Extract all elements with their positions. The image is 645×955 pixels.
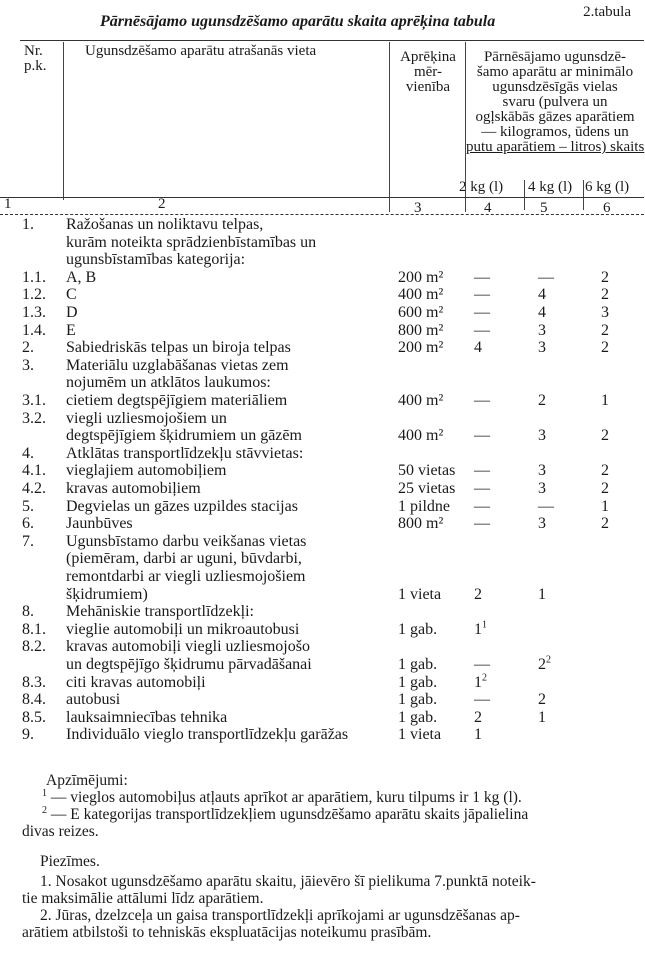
- table-row-line: [0, 586, 645, 604]
- legend: [22, 772, 632, 840]
- row-count-2kg: [474, 674, 487, 692]
- row-count-4kg-value: —: [538, 268, 554, 286]
- row-unit-value: 25 vietas: [398, 480, 456, 497]
- row-count-4kg-value: 3: [538, 321, 546, 339]
- row-description: kravas automobiļiem: [66, 480, 201, 497]
- table-row-line: [0, 286, 645, 304]
- row-number: 7.: [22, 532, 34, 550]
- note-2-line-2: arātiem atbilstoši to tehniskās ekspluatācijas noteikumu prasībām.: [22, 924, 432, 941]
- header-count-line: svaru (pulvera un: [502, 94, 608, 110]
- row-description: Atklātas transportlīdzekļu stāvvietas:: [66, 444, 304, 462]
- table-row-line: [0, 445, 645, 463]
- row-number: 1.4.: [22, 321, 46, 339]
- table-row-line: [0, 691, 645, 709]
- table-row-line: [0, 498, 645, 516]
- legend-note-1-mark: 1: [42, 787, 47, 799]
- row-count-2kg: [474, 392, 490, 410]
- table-row-line: [0, 357, 645, 375]
- row-number: 4.2.: [22, 480, 46, 497]
- row-count-2kg: [474, 286, 490, 304]
- column-number: 2: [158, 196, 166, 212]
- table-row-line: [0, 656, 645, 674]
- row-count-2kg: [474, 480, 490, 498]
- row-count-2kg: [474, 726, 482, 744]
- row-description: viegli uzliesmojošiem un: [66, 409, 227, 427]
- row-number: 1.1.: [22, 268, 46, 286]
- row-count-2kg-value: —: [474, 515, 490, 533]
- header-divider: [524, 180, 525, 210]
- row-unit: [398, 427, 443, 445]
- row-count-6kg-value: 2: [601, 480, 609, 497]
- row-count-4kg: [538, 586, 546, 604]
- table-row-line: [0, 515, 645, 533]
- row-count-2kg-value: —: [474, 321, 490, 339]
- row-number: 4.1.: [22, 462, 46, 480]
- notes: [22, 853, 632, 941]
- table-row-line: [0, 709, 645, 727]
- page-title: Pārnēsājamo ugunsdzēšamo aparātu skaita aprēķina tabula: [100, 13, 496, 30]
- header-unit-line: mēr-: [413, 64, 442, 80]
- row-count-4kg-value: 2: [538, 392, 546, 409]
- row-number: 1.3.: [22, 304, 46, 321]
- row-count-6kg: [601, 286, 609, 304]
- row-count-2kg: [474, 586, 482, 604]
- row-description: šķidrumiem): [66, 585, 148, 603]
- row-description: remontdarbi ar viegli uzliesmojošiem: [66, 568, 306, 585]
- row-count-6kg-value: 2: [601, 515, 609, 533]
- row-count-4kg-value: —: [538, 497, 554, 515]
- column-number: 4: [484, 200, 492, 216]
- row-description: E: [66, 321, 76, 339]
- row-count-2kg-value: —: [474, 304, 490, 321]
- legend-note-1: [22, 789, 632, 806]
- header-nr-line: p.k.: [24, 58, 47, 74]
- row-count-4kg: [538, 269, 554, 287]
- row-description: Mehāniskie transportlīdzekļi:: [66, 603, 254, 621]
- column-number: 5: [540, 200, 548, 216]
- header-size-2kg: 2 kg (l): [459, 179, 504, 195]
- row-count-6kg: [601, 515, 609, 533]
- table-row-line: [0, 234, 645, 252]
- row-unit: [398, 269, 443, 287]
- row-count-2kg-value: —: [474, 427, 490, 445]
- row-count-6kg: [601, 462, 609, 480]
- table-number: 2.tabula: [583, 4, 631, 20]
- row-count-6kg: [601, 480, 609, 498]
- row-unit: [398, 462, 455, 480]
- row-count-2kg-value: —: [474, 462, 490, 480]
- legend-note-2-mark: 2: [42, 804, 47, 816]
- header-size-4kg: 4 kg (l): [528, 179, 573, 195]
- row-unit-value: 50 vietas: [398, 462, 456, 480]
- row-unit: [398, 304, 443, 322]
- header-count-line: Pārnēsājamo ugunsdzē-: [483, 49, 627, 65]
- header-unit-line: Aprēķina: [400, 49, 456, 65]
- row-count-2kg-value: —: [474, 691, 490, 709]
- notes-title: Piezīmes.: [40, 853, 100, 870]
- row-count-4kg-value: 3: [538, 427, 546, 445]
- row-number: 9.: [22, 726, 34, 744]
- row-count-4kg-value: 2: [538, 656, 546, 673]
- legend-note-2: [22, 806, 632, 823]
- row-count-2kg-value: —: [474, 392, 490, 409]
- row-count-6kg-value: 3: [601, 304, 609, 321]
- row-count-2kg-value: 2: [474, 708, 482, 726]
- row-count-6kg: [601, 322, 609, 340]
- row-count-2kg-value: 1: [474, 673, 482, 691]
- row-description: ugunsbīstamības kategorija:: [66, 251, 246, 269]
- row-description: nojumēm un atklātos laukumos:: [66, 374, 271, 392]
- row-unit: [398, 498, 450, 516]
- header-nr-line: Nr.: [24, 43, 43, 59]
- row-count-4kg-value: 2: [538, 691, 546, 709]
- row-unit: [398, 709, 437, 727]
- row-count-6kg: [601, 269, 609, 287]
- header-bottom-rule: [0, 197, 644, 198]
- row-count-2kg-value: —: [474, 286, 490, 304]
- row-count-2kg: [474, 515, 490, 533]
- row-description: Ugunsbīstamo darbu veikšanas vietas: [66, 532, 307, 550]
- row-count-4kg: [538, 656, 551, 674]
- row-description: C: [66, 286, 77, 304]
- row-count-2kg-value: —: [474, 656, 490, 673]
- note-1-line-2: tie maksimālie attālumi līdz aparātiem.: [22, 890, 264, 907]
- legend-title: Apzīmējumi:: [46, 772, 128, 789]
- header-divider: [465, 42, 466, 212]
- row-unit-value: 1 vieta: [398, 726, 442, 744]
- table-row-line: [0, 322, 645, 340]
- row-number: 6.: [22, 515, 34, 533]
- header-nr: [24, 44, 47, 74]
- note-1-line-1: 1. Nosakot ugunsdzēšamo aparātu skaitu, jāievēro šī pielikuma 7.punktā noteik-: [40, 873, 536, 890]
- row-unit-value: 200 m²: [398, 268, 444, 286]
- row-count-2kg: [474, 269, 490, 287]
- row-unit-value: 400 m²: [398, 286, 444, 304]
- column-number: 6: [603, 200, 611, 216]
- row-count-6kg: [601, 427, 609, 445]
- header-size-6kg: 6 kg (l): [585, 179, 630, 195]
- row-unit-value: 400 m²: [398, 427, 444, 445]
- row-description: A, B: [66, 268, 97, 286]
- row-count-4kg-value: 3: [538, 462, 546, 480]
- row-count-2kg-value: —: [474, 480, 490, 497]
- table-row-line: [0, 674, 645, 692]
- row-count-4kg-footnote-mark: 2: [546, 654, 551, 666]
- row-number: 8.1.: [22, 620, 46, 638]
- row-number: 1.2.: [22, 286, 46, 304]
- row-count-6kg: [601, 339, 609, 357]
- column-number: 1: [4, 196, 12, 212]
- row-number: 3.1.: [22, 392, 46, 409]
- row-number: 8.5.: [22, 708, 46, 726]
- row-description: cietiem degtspējīgiem materiāliem: [66, 392, 288, 409]
- row-count-4kg-value: 4: [538, 304, 546, 321]
- row-description: Ražošanas un noliktavu telpas,: [66, 216, 264, 233]
- table-row-line: [0, 339, 645, 357]
- row-unit: [398, 339, 443, 357]
- table-row-line: [0, 568, 645, 586]
- row-description: kravas automobiļi viegli uzliesmojošo: [66, 638, 310, 656]
- row-description: Jaunbūves: [66, 515, 133, 533]
- row-number: 1.: [22, 216, 34, 233]
- header-count: [466, 50, 644, 155]
- row-number: 2.: [22, 339, 34, 357]
- row-count-4kg: [538, 322, 546, 340]
- row-count-2kg: [474, 462, 490, 480]
- row-description: Materiālu uzglabāšanas vietas zem: [66, 356, 289, 374]
- table-row-line: [0, 392, 645, 410]
- row-count-6kg-value: 2: [601, 427, 609, 445]
- row-unit: [398, 726, 441, 744]
- row-count-4kg: [538, 392, 546, 410]
- header-top-rule: [20, 40, 644, 41]
- row-count-4kg-value: 3: [538, 480, 546, 497]
- header-divider: [63, 42, 64, 200]
- row-unit: [398, 691, 437, 709]
- row-count-2kg-value: 4: [474, 339, 482, 357]
- row-count-4kg: [538, 427, 546, 445]
- table-row-line: [0, 726, 645, 744]
- row-count-4kg: [538, 480, 546, 498]
- row-unit: [398, 322, 443, 340]
- row-count-2kg-footnote-mark: 2: [482, 672, 487, 684]
- row-description: Degvielas un gāzes uzpildes stacijas: [66, 497, 298, 515]
- row-description: (piemēram, darbi ar uguni, būvdarbi,: [66, 550, 302, 568]
- row-number: 8.2.: [22, 638, 46, 656]
- row-count-2kg-value: 2: [474, 585, 482, 603]
- row-unit: [398, 656, 437, 674]
- row-description: D: [66, 304, 78, 321]
- row-number: 3.: [22, 356, 34, 374]
- table-row-line: [0, 621, 645, 639]
- row-count-4kg: [538, 709, 546, 727]
- row-unit-value: 800 m²: [398, 321, 444, 339]
- row-count-4kg: [538, 691, 546, 709]
- row-count-4kg: [538, 498, 554, 516]
- row-count-6kg-value: 1: [601, 392, 609, 409]
- legend-note-1-text: — vieglos automobiļus atļauts aprīkot ar aparātiem, kuru tilpums ir 1 kg (l).: [47, 789, 522, 806]
- row-count-2kg: [474, 498, 490, 516]
- row-count-6kg-value: 1: [601, 497, 609, 515]
- row-count-4kg: [538, 304, 546, 322]
- legend-note-2-cont: divas reizes.: [22, 823, 99, 840]
- table-row-line: [0, 304, 645, 322]
- row-unit-value: 1 gab.: [398, 656, 438, 673]
- header-count-line: ogļskābās gāzes aparātiem: [475, 109, 635, 125]
- row-count-6kg-value: 2: [601, 268, 609, 286]
- row-unit-value: 1 gab.: [398, 620, 438, 638]
- row-count-4kg-value: 3: [538, 339, 546, 357]
- row-count-6kg: [601, 498, 609, 516]
- table-row-line: [0, 603, 645, 621]
- row-count-2kg-value: —: [474, 268, 490, 286]
- row-description: autobusi: [66, 691, 121, 709]
- row-count-4kg: [538, 515, 546, 533]
- header-count-line: šamo aparātu ar minimālo: [476, 64, 634, 80]
- row-count-2kg: [474, 339, 482, 357]
- row-count-4kg: [538, 339, 546, 357]
- row-unit: [398, 674, 437, 692]
- legend-note-2-text: — E kategorijas transportlīdzekļiem ugunsdzēšamo aparātu skaits jāpalielina: [47, 806, 529, 823]
- row-count-2kg-footnote-mark: 1: [482, 619, 487, 631]
- table-row-line: [0, 427, 645, 445]
- header-unit-line: vienība: [405, 79, 451, 95]
- header-count-line: ugunsdzēsīgās vielas: [492, 79, 618, 95]
- row-description: vieglajiem automobiļiem: [66, 462, 227, 480]
- row-unit: [398, 392, 443, 410]
- row-count-4kg-value: 4: [538, 286, 546, 304]
- row-description: Sabiedriskās telpas un biroja telpas: [66, 339, 291, 357]
- row-count-4kg-value: 3: [538, 515, 546, 533]
- row-unit-value: 600 m²: [398, 304, 444, 321]
- table-row-line: [0, 269, 645, 287]
- table-row-line: [0, 251, 645, 269]
- row-description: vieglie automobiļi un mikroautobusi: [66, 620, 300, 638]
- table-row-line: [0, 533, 645, 551]
- row-unit: [398, 515, 443, 533]
- row-count-2kg-value: —: [474, 497, 490, 515]
- header-divider: [583, 180, 584, 210]
- row-count-6kg-value: 2: [601, 286, 609, 304]
- row-count-4kg-value: 1: [538, 708, 546, 726]
- row-unit-value: 800 m²: [398, 515, 444, 533]
- row-count-2kg: [474, 304, 490, 322]
- row-number: 8.3.: [22, 673, 46, 691]
- row-description: lauksaimniecības tehnika: [66, 708, 228, 726]
- row-number: 4.: [22, 444, 34, 462]
- row-number: 8.: [22, 603, 34, 621]
- row-count-4kg-value: 1: [538, 585, 546, 603]
- row-description: Individuālo vieglo transportlīdzekļu garāžas: [66, 726, 349, 744]
- row-count-4kg: [538, 462, 546, 480]
- row-unit: [398, 621, 437, 639]
- row-number: 8.4.: [22, 691, 46, 709]
- row-count-6kg: [601, 392, 609, 410]
- row-description: degtspējīgiem šķidrumiem un gāzēm: [66, 427, 302, 445]
- row-unit-value: 1 pildne: [398, 497, 450, 515]
- table-row-line: [0, 410, 645, 428]
- row-unit: [398, 286, 443, 304]
- row-description: un degtspējīgo šķidrumu pārvadāšanai: [66, 656, 312, 673]
- row-description: citi kravas automobiļi: [66, 673, 206, 691]
- header-count-line: — kilogramos, ūdens un: [481, 124, 629, 140]
- row-unit: [398, 586, 441, 604]
- row-count-6kg: [601, 304, 609, 322]
- row-unit-value: 1 gab.: [398, 708, 438, 726]
- row-unit-value: 1 gab.: [398, 673, 438, 691]
- header-count-line: putu aparātiem – litros) skaits: [466, 139, 645, 155]
- row-count-2kg: [474, 709, 482, 727]
- row-description: kurām noteikta sprādzienbīstamības un: [66, 233, 317, 251]
- header-divider: [389, 42, 390, 212]
- row-count-2kg-value: 1: [474, 620, 482, 638]
- table-row-line: [0, 374, 645, 392]
- note-2-line-1: 2. Jūras, dzelzceļa un gaisa transportlīdzekļi aprīkojami ar ugunsdzēšanas ap-: [40, 907, 520, 924]
- row-number: 3.2.: [22, 409, 46, 427]
- table-row-line: [0, 216, 645, 234]
- row-unit-value: 400 m²: [398, 392, 444, 409]
- row-count-6kg-value: 2: [601, 462, 609, 480]
- row-unit: [398, 480, 455, 498]
- row-number: 5.: [22, 497, 34, 515]
- table-row-line: [0, 550, 645, 568]
- table-row-line: [0, 480, 645, 498]
- row-count-2kg-value: 1: [474, 726, 482, 744]
- row-count-6kg-value: 2: [601, 339, 609, 357]
- row-count-2kg: [474, 621, 487, 639]
- row-count-6kg-value: 2: [601, 321, 609, 339]
- header-location: Ugunsdzēšamo aparātu atrašanās vieta: [85, 43, 317, 59]
- header-unit: [390, 50, 466, 95]
- column-number: 3: [414, 200, 422, 216]
- table-row-line: [0, 462, 645, 480]
- row-unit-value: 1 gab.: [398, 691, 438, 709]
- row-count-2kg: [474, 322, 490, 340]
- row-count-2kg: [474, 691, 490, 709]
- row-count-2kg: [474, 427, 490, 445]
- row-unit-value: 200 m²: [398, 339, 444, 357]
- row-count-4kg: [538, 286, 546, 304]
- colnum-bottom-rule: [0, 214, 644, 215]
- row-unit-value: 1 vieta: [398, 585, 442, 603]
